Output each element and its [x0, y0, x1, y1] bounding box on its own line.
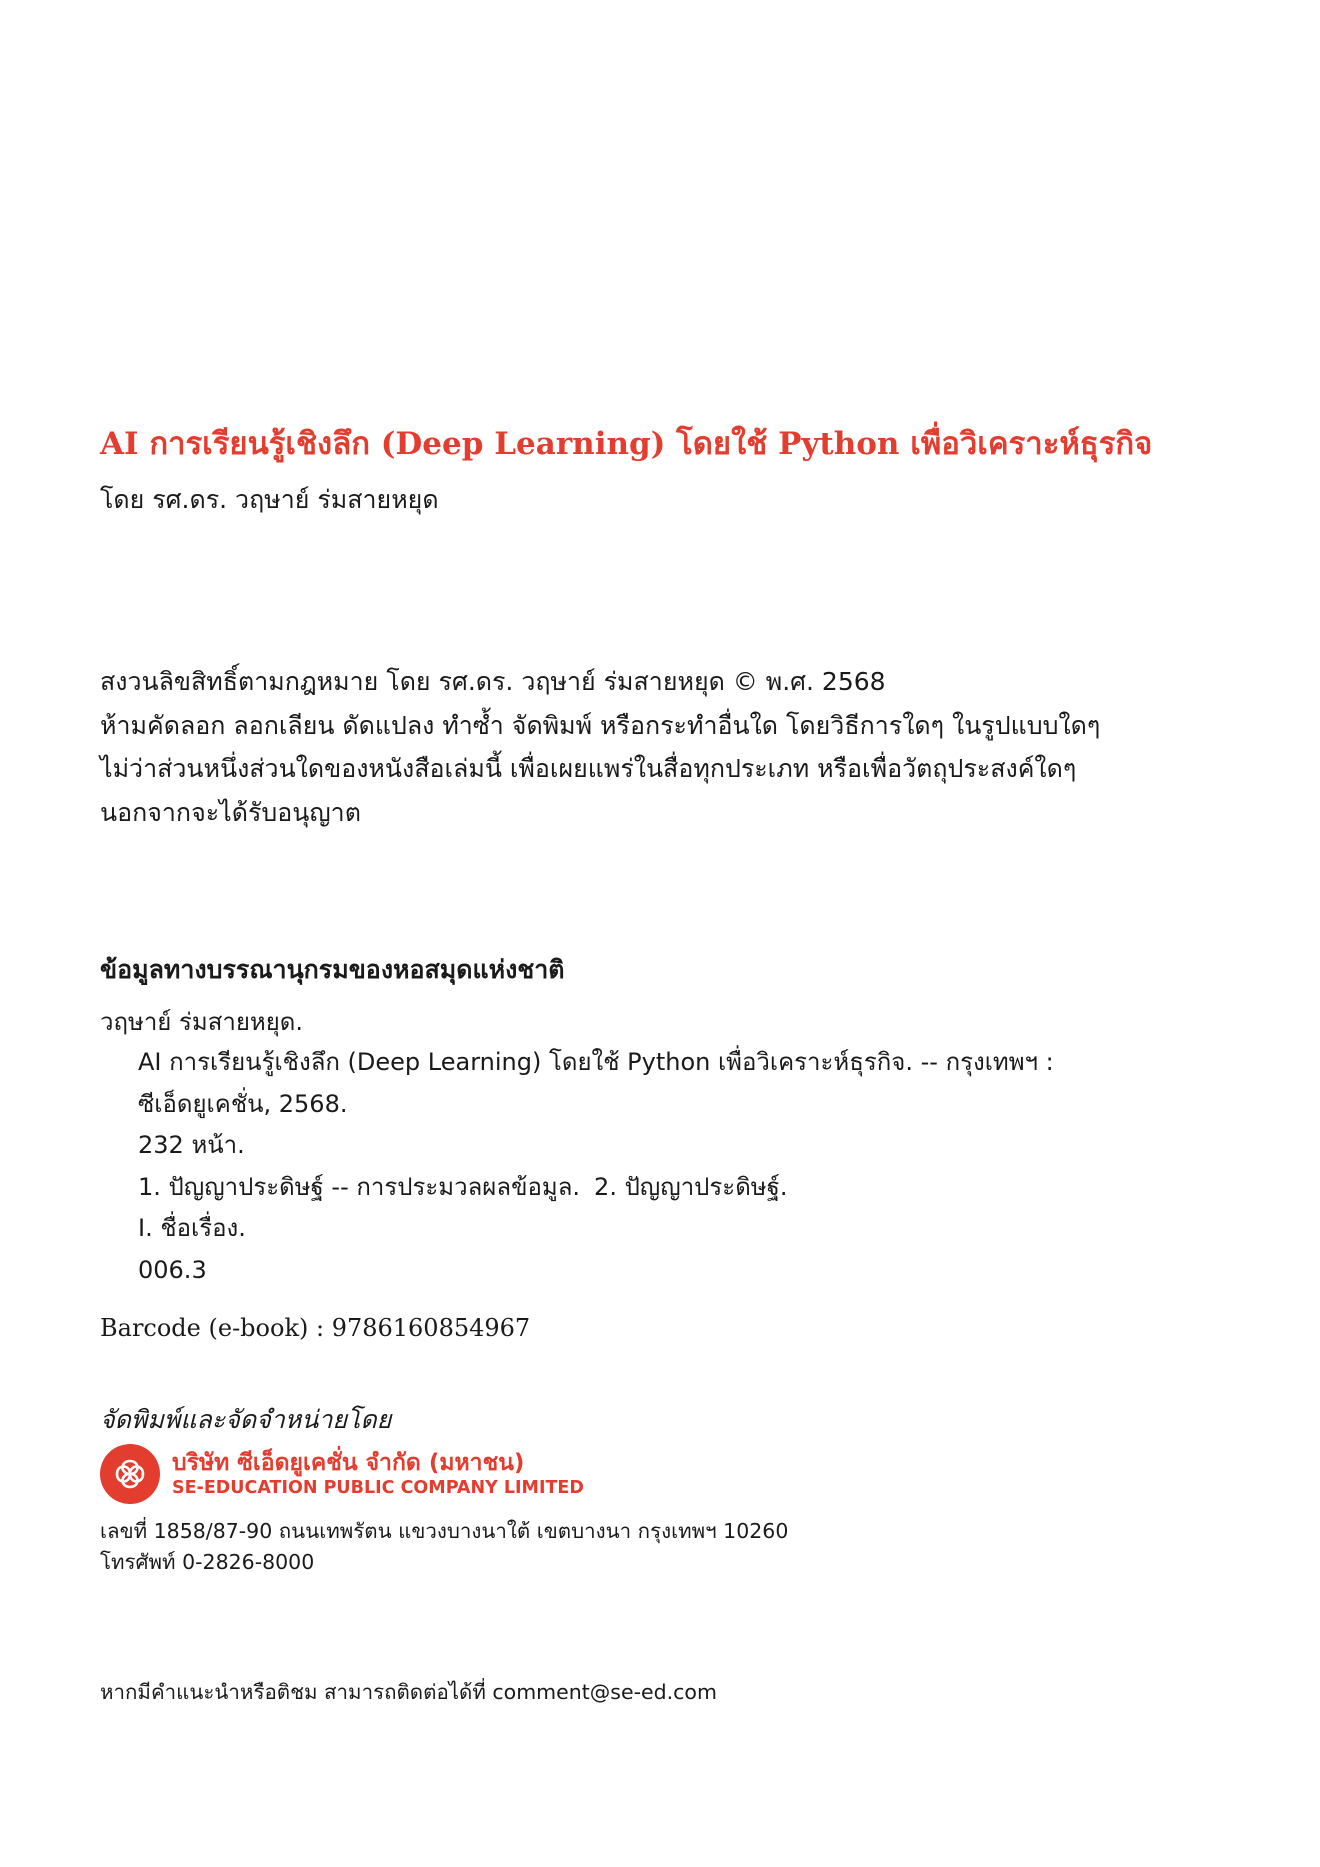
publisher-contact	[100, 1516, 788, 1578]
publisher-address: เลขที่ 1858/87-90 ถนนเทพรัตน แขวงบางนาใต้ เขตบางนา กรุงเทพฯ 10260	[100, 1519, 789, 1543]
cip-subject-1: 1. ปัญญาประดิษฐ์ -- การประมวลผลข้อมูล.	[138, 1172, 581, 1201]
cip-title-entry: I. ชื่อเรื่อง.	[138, 1214, 246, 1242]
book-title: AI การเรียนรู้เชิงลึก (Deep Learning) โดยใช้ Python เพื่อวิเคราะห์ธุรกิจ	[100, 426, 1153, 462]
barcode: Barcode (e-book) : 9786160854967	[100, 1314, 531, 1342]
author-line: โดย รศ.ดร. วฤษาย์ ร่มสายหยุด	[100, 485, 439, 514]
company-names	[172, 1449, 584, 1499]
copyright-line: ไม่ว่าส่วนหนึ่งส่วนใดของหนังสือเล่มนี้ เพื่อเผยแพร่ในสื่อทุกประเภท หรือเพื่อวัตถุประสงค์ใดๆ	[100, 754, 1077, 783]
publisher-phone: โทรศัพท์ 0-2826-8000	[100, 1550, 315, 1574]
se-ed-logo-glyph	[110, 1454, 150, 1494]
cip-pages: 232 หน้า.	[138, 1131, 245, 1159]
se-ed-logo-icon	[100, 1444, 160, 1504]
publisher-label: จัดพิมพ์และจัดจำหน่ายโดย	[100, 1405, 392, 1434]
company-name-thai: บริษัท ซีเอ็ดยูเคชั่น จำกัด (มหาชน)	[172, 1450, 525, 1476]
copyright-notice	[100, 660, 1220, 834]
cip-entry	[138, 1042, 1054, 1291]
copyright-line: นอกจากจะได้รับอนุญาต	[100, 797, 361, 827]
copyright-page	[100, 0, 1220, 1867]
cip-subject-2: 2. ปัญญาประดิษฐ์.	[594, 1172, 788, 1201]
cip-title-line: AI การเรียนรู้เชิงลึก (Deep Learning) โดยใช้ Python เพื่อวิเคราะห์ธุรกิจ. -- กรุงเทพฯ :	[138, 1048, 1054, 1076]
copyright-line: สงวนลิขสิทธิ์ตามกฎหมาย โดย รศ.ดร. วฤษาย์ ร่มสายหยุด © พ.ศ. 2568	[100, 667, 886, 696]
feedback-note: หากมีคำแนะนำหรือติชม สามารถติดต่อได้ที่ comment@se-ed.com	[100, 1680, 717, 1704]
publisher-logo-block	[100, 1444, 584, 1504]
cip-classification: 006.3	[138, 1255, 207, 1284]
cip-heading: ข้อมูลทางบรรณานุกรมของหอสมุดแห่งชาติ	[100, 955, 565, 984]
cip-subjects	[138, 1167, 1054, 1209]
copyright-line: ห้ามคัดลอก ลอกเลียน ดัดแปลง ทำซ้ำ จัดพิมพ์ หรือกระทำอื่นใด โดยวิธีการใดๆ ในรูปแบบใดๆ	[100, 710, 1101, 740]
cip-publisher-line: ซีเอ็ดยูเคชั่น, 2568.	[138, 1089, 348, 1118]
company-name-english: SE-EDUCATION PUBLIC COMPANY LIMITED	[172, 1478, 584, 1498]
cip-author: วฤษาย์ ร่มสายหยุด.	[100, 1008, 303, 1036]
